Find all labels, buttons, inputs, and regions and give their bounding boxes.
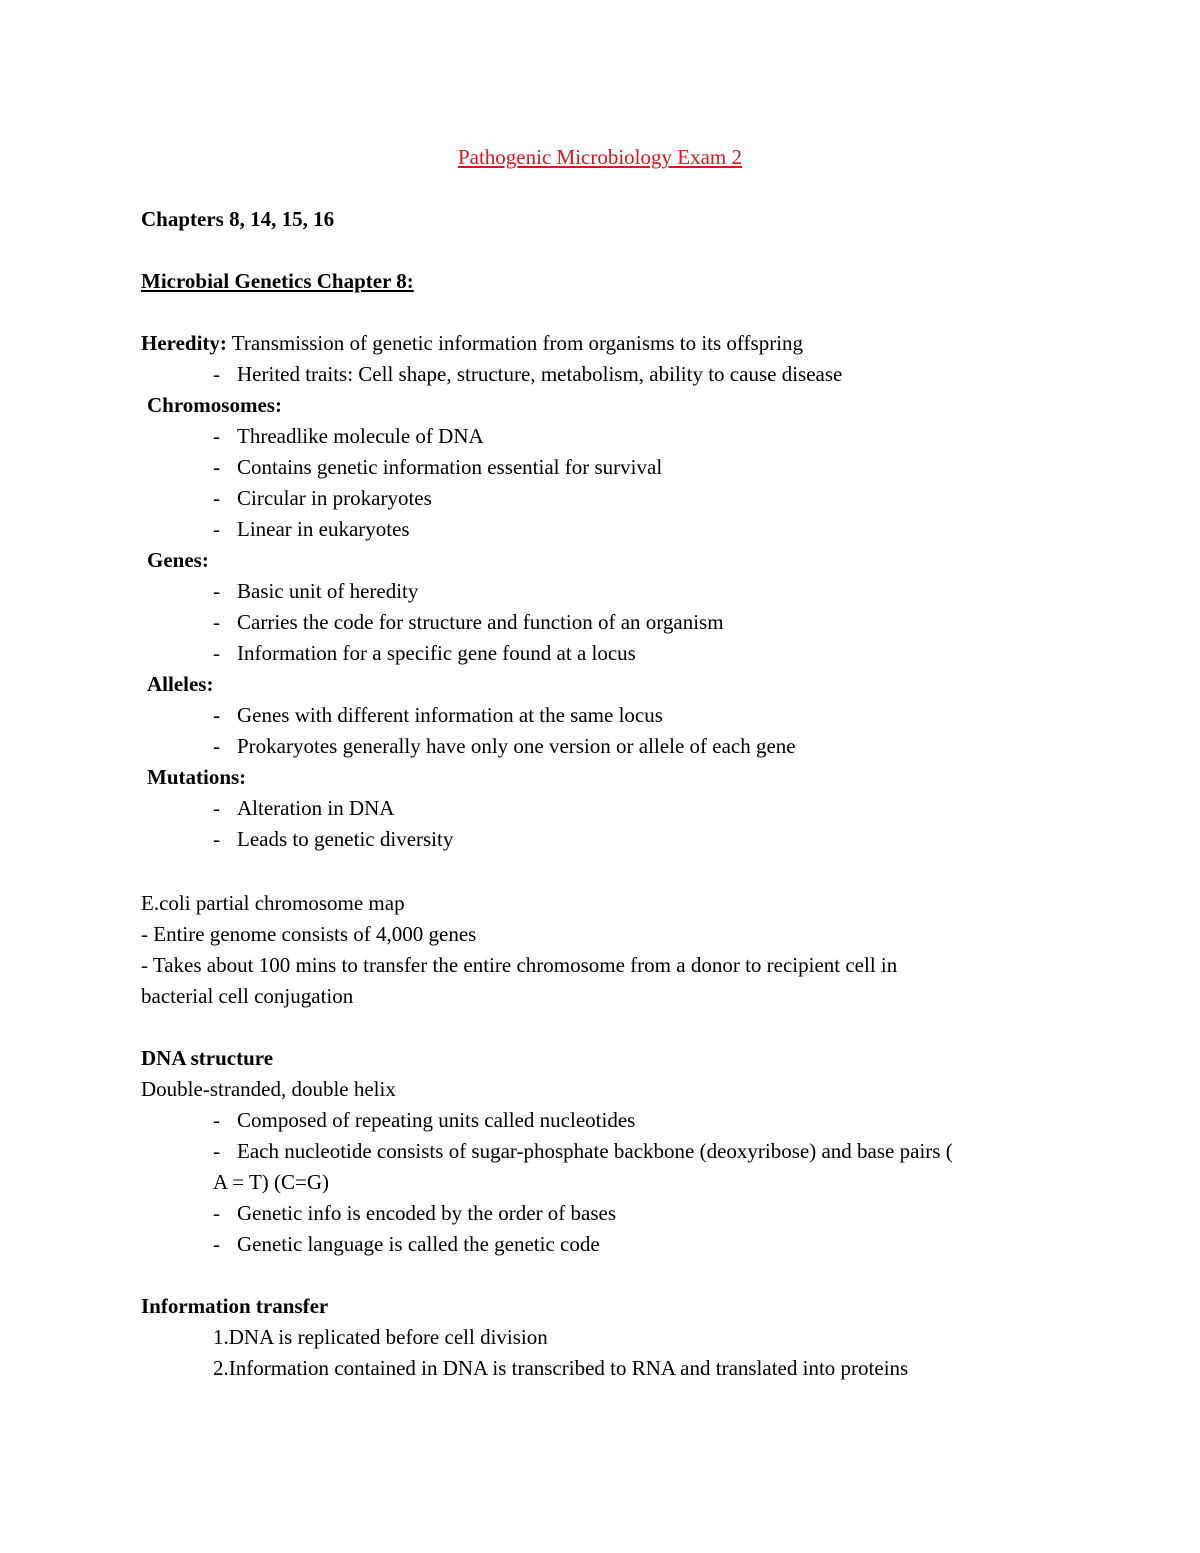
list-item xyxy=(213,607,724,638)
dash-bullet: - xyxy=(213,362,220,386)
list-item xyxy=(213,700,663,731)
dash-bullet: - xyxy=(213,734,220,758)
ecoli-line: - Entire genome consists of 4,000 genes xyxy=(141,922,477,946)
chapters-line: Chapters 8, 14, 15, 16 xyxy=(141,207,335,231)
list-item xyxy=(213,421,484,452)
bullet-text: Circular in prokaryotes xyxy=(237,486,432,510)
heredity-line xyxy=(141,328,803,359)
document-title: Pathogenic Microbiology Exam 2 xyxy=(457,145,743,169)
numbered-item: 1.DNA is replicated before cell division xyxy=(213,1325,548,1349)
bullet-text: Alteration in DNA xyxy=(237,796,395,820)
list-item xyxy=(213,1198,616,1229)
bullet-text: Contains genetic information essential for survival xyxy=(237,455,663,479)
dash-bullet: - xyxy=(213,424,220,448)
ecoli-line: bacterial cell conjugation xyxy=(141,984,354,1008)
bullet-text: Genetic language is called the genetic code xyxy=(237,1232,600,1256)
bullet-text: Prokaryotes generally have only one version or allele of each gene xyxy=(237,734,796,758)
dash-bullet: - xyxy=(213,610,220,634)
dash-bullet: - xyxy=(213,827,220,851)
ecoli-line: - Takes about 100 mins to transfer the entire chromosome from a donor to recipient cell in xyxy=(141,953,898,977)
list-item xyxy=(213,576,418,607)
ecoli-heading: E.coli partial chromosome map xyxy=(141,891,405,915)
bullet-text: Each nucleotide consists of sugar-phosphate backbone (deoxyribose) and base pairs ( xyxy=(237,1139,953,1163)
information-transfer-heading: Information transfer xyxy=(141,1294,329,1318)
list-item xyxy=(213,452,662,483)
dna-structure-subheading: Double-stranded, double helix xyxy=(141,1077,396,1101)
bullet-text: Threadlike molecule of DNA xyxy=(237,424,484,448)
dash-bullet: - xyxy=(213,455,220,479)
list-item xyxy=(213,731,796,762)
list-item xyxy=(213,793,394,824)
list-item xyxy=(213,483,432,514)
dna-structure-heading: DNA structure xyxy=(141,1046,274,1070)
dash-bullet: - xyxy=(213,1108,220,1132)
dash-bullet: - xyxy=(213,1201,220,1225)
bullet-text: Genes with different information at the same locus xyxy=(237,703,663,727)
mutations-term: Mutations: xyxy=(147,765,247,789)
dash-bullet: - xyxy=(213,579,220,603)
list-item xyxy=(213,359,842,390)
dash-bullet: - xyxy=(213,641,220,665)
list-item xyxy=(213,638,636,669)
bullet-text: Linear in eukaryotes xyxy=(237,517,410,541)
dash-bullet: - xyxy=(213,1232,220,1256)
dash-bullet: - xyxy=(213,1139,220,1163)
list-item xyxy=(213,1136,953,1167)
list-item xyxy=(213,1229,600,1260)
section-heading: Microbial Genetics Chapter 8: xyxy=(141,269,414,293)
alleles-term: Alleles: xyxy=(147,672,214,696)
dash-bullet: - xyxy=(213,703,220,727)
bullet-continuation: A = T) (C=G) xyxy=(213,1170,330,1194)
numbered-item: 2.Information contained in DNA is transcribed to RNA and translated into proteins xyxy=(213,1356,909,1380)
bullet-text: Information for a specific gene found at a locus xyxy=(237,641,636,665)
bullet-text: Carries the code for structure and function of an organism xyxy=(237,610,724,634)
genes-term: Genes: xyxy=(147,548,209,572)
chromosomes-term: Chromosomes: xyxy=(147,393,282,417)
bullet-text: Composed of repeating units called nucleotides xyxy=(237,1108,636,1132)
list-item xyxy=(213,824,453,855)
bullet-text: Genetic info is encoded by the order of bases xyxy=(237,1201,617,1225)
heredity-definition: Transmission of genetic information from organisms to its offspring xyxy=(226,331,804,355)
bullet-text: Basic unit of heredity xyxy=(237,579,419,603)
dash-bullet: - xyxy=(213,796,220,820)
bullet-text: Leads to genetic diversity xyxy=(237,827,454,851)
dash-bullet: - xyxy=(213,517,220,541)
list-item xyxy=(213,514,410,545)
list-item xyxy=(213,1105,635,1136)
dash-bullet: - xyxy=(213,486,220,510)
heredity-term: Heredity: xyxy=(141,331,227,355)
bullet-text: Herited traits: Cell shape, structure, metabolism, ability to cause disease xyxy=(237,362,843,386)
